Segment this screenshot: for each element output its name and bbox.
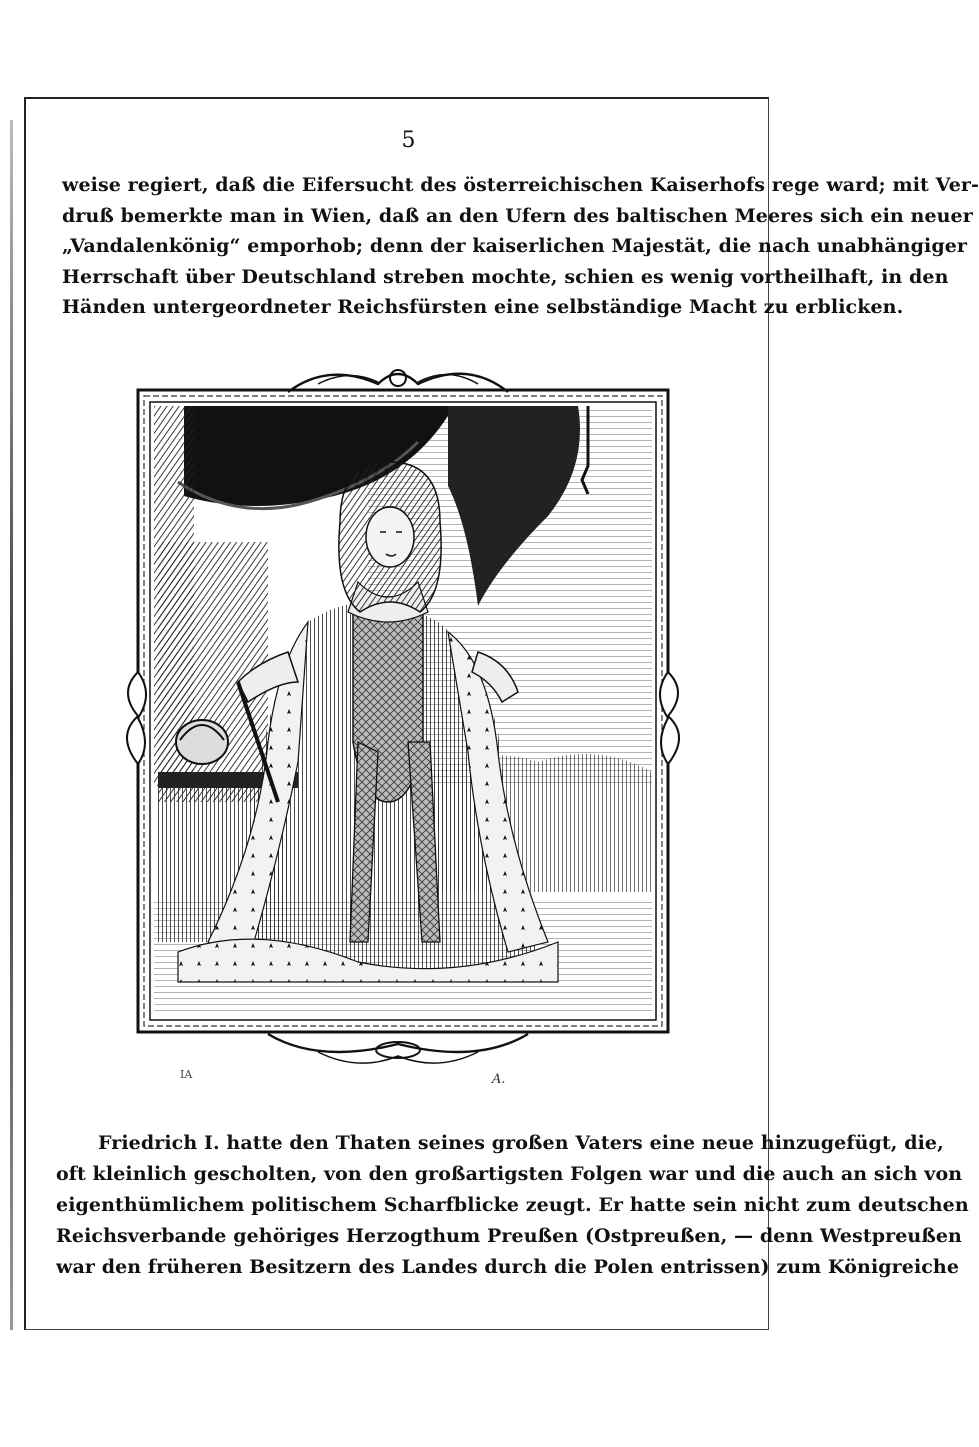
- text-line: weise regiert, daß die Eifersucht des österreichischen Kaiserhofs rege ward; mit Ver-: [62, 174, 979, 196]
- text-line: druß bemerkte man in Wien, daß an den Ufern des baltischen Meeres sich ein neuer: [62, 204, 973, 227]
- page-edge-shadow: [10, 120, 13, 1330]
- engraved-portrait-illustration: [118, 362, 680, 1088]
- text-line: Herrschaft über Deutschland streben mochte, schien es wenig vortheilhaft, in den: [62, 265, 949, 288]
- text-line: Reichsverbande gehöriges Herzogthum Preußen (Ostpreußen, — denn Westpreußen: [56, 1225, 962, 1247]
- text-line: oft kleinlich gescholten, von den großartigsten Folgen war und die auch an sich von: [56, 1163, 963, 1185]
- engraver-mark: IA: [180, 1068, 193, 1081]
- paragraph-bottom: [56, 1128, 969, 1283]
- text-line: war den früheren Besitzern des Landes durch die Polen entrissen) zum Königreiche: [56, 1256, 960, 1278]
- text-line: eigenthümlichem politischem Scharfblicke zeugt. Er hatte sein nicht zum deutschen: [56, 1194, 969, 1216]
- paragraph-top: [62, 170, 979, 323]
- text-line: „Vandalenkönig“ emporhob; denn der kaiserlichen Majestät, die nach unabhängiger: [62, 235, 968, 257]
- text-line: Friedrich I. hatte den Thaten seines großen Vaters eine neue hinzugefügt, die,: [98, 1132, 944, 1154]
- text-line: Händen untergeordneter Reichsfürsten eine selbständige Macht zu erblicken.: [62, 296, 904, 318]
- artist-signature: A.: [492, 1072, 506, 1087]
- page-number: 5: [401, 128, 417, 153]
- portrait-scene: [154, 406, 652, 1016]
